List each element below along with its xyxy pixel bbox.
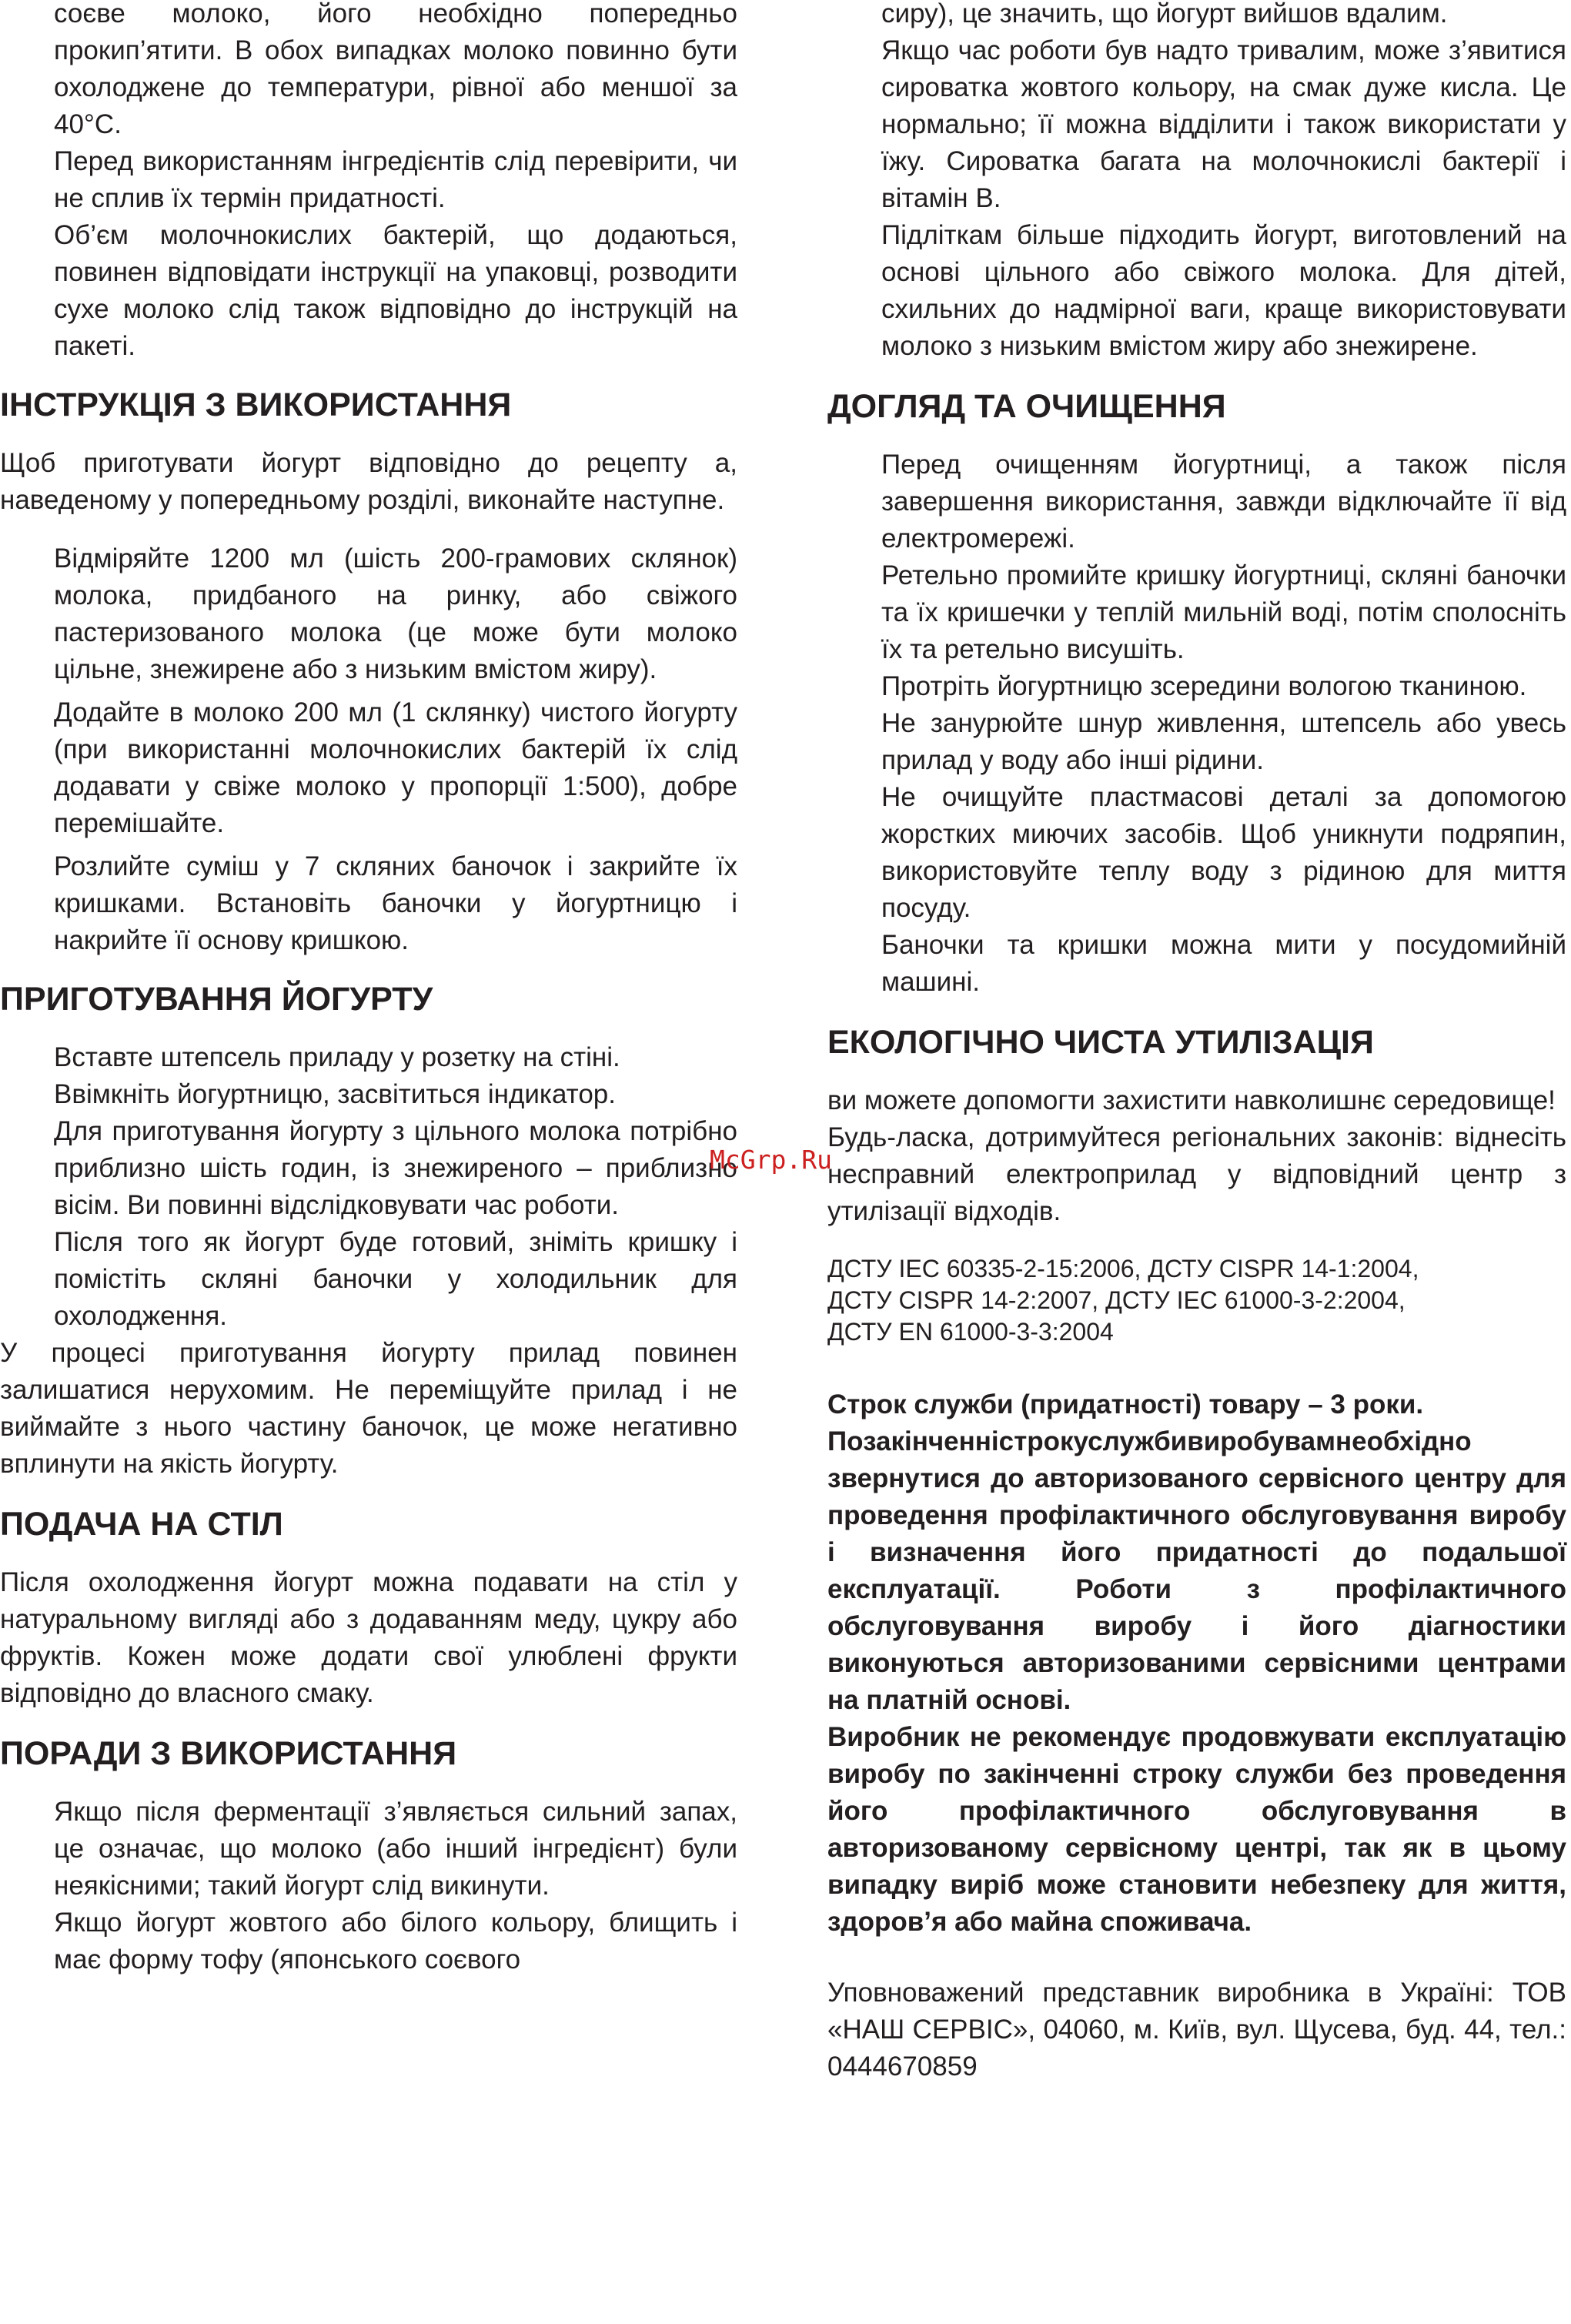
- preparation-step: Ввімкніть йогуртницю, засвітиться індикатор.: [54, 1079, 616, 1109]
- preparation-step: Вставте штепсель приладу у розетку на стіні.: [54, 1042, 620, 1072]
- care-items: [827, 446, 1566, 1001]
- right-column: [827, 0, 1566, 2085]
- eco-section: [827, 1082, 1566, 1230]
- standard-line: ДСТУ IEC 60335-2-15:2006, ДСТУ CISPR 14-1:2004,: [827, 1255, 1419, 1282]
- intro-paragraph: соєве молоко, його необхідно попередньо прокип’ятити. В обох випадках молоко повинно бути охолоджене до температури, рівної або меншої за 40°С.: [54, 0, 737, 139]
- eco-heading: ЕКОЛОГІЧНО ЧИСТА УТИЛІЗАЦІЯ: [827, 1024, 1374, 1061]
- care-item: Ретельно промийте кришку йогуртниці, скляні баночки та їх кришечки у теплій мильній воді, потім сполосніть їх та ретельно висушіть.: [881, 560, 1566, 664]
- instruction-step: Додайте в молоко 200 мл (1 склянку) чистого йогурту (при використанні молочнокислих бактерій їх слід додавати у свіже молоко у пропорції 1:500), добре перемішайте.: [54, 697, 737, 838]
- intro-paragraph: Перед використанням інгредієнтів слід перевірити, чи не сплив їх термін придатності.: [54, 146, 737, 213]
- instruction-step: Відміряйте 1200 мл (шість 200-грамових склянок) молока, придбаного на ринку, або свіжого пастеризованого молока (це може бути молоко цільне, знежирене або з низьким вмістом жиру).: [54, 543, 737, 684]
- care-item: Не занурюйте шнур живлення, штепсель або увесь прилад у воду або інші рідини.: [881, 708, 1566, 775]
- watermark: McGrp.Ru: [710, 1145, 832, 1175]
- care-item: Протріть йогуртницю зсередини вологою тканиною.: [881, 671, 1527, 701]
- left-column: [0, 0, 737, 1978]
- standards-list: [827, 1253, 1566, 1348]
- care-heading: ДОГЛЯД ТА ОЧИЩЕННЯ: [827, 388, 1226, 425]
- tip-item: сиру), це значить, що йогурт вийшов вдалим.: [881, 0, 1448, 28]
- tip-item: Якщо час роботи був надто тривалим, може з’явитися сироватка жовтого кольору, на смак дуже кисла. Це нормально; її можна відділити і також використати у їжу. Сироватка багата на молочнокислі бактерії і вітамін В.: [881, 35, 1566, 213]
- preparation-step: Після того як йогурт буде готовий, зніміть кришку і помістіть скляні баночки у холодильник для охолодження.: [54, 1227, 737, 1331]
- preparation-note: У процесі приготування йогурту прилад повинен залишатися нерухомим. Не переміщуйте прилад і не виймайте з нього частину баночок, це може негативно вплинути на якість йогурту.: [0, 1338, 737, 1479]
- intro-section: [0, 0, 737, 365]
- instructions-steps: [0, 540, 737, 959]
- service-life: Строк служби (придатності) товару – 3 роки.: [827, 1389, 1424, 1419]
- intro-paragraph: Об’єм молочнокислих бактерій, що додаються, повинен відповідати інструкції на упаковці, розводити сухе молоко слід також відповідно до інструкцій на пакеті.: [54, 220, 737, 361]
- instructions-heading: ІНСТРУКЦІЯ З ВИКОРИСТАННЯ: [0, 386, 512, 423]
- eco-paragraph: ви можете допомогти захистити навколишнє середовище!: [827, 1085, 1556, 1115]
- preparation-heading: ПРИГОТУВАННЯ ЙОГУРТУ: [0, 981, 433, 1018]
- instruction-step: Розлийте суміш у 7 скляних баночок і закрийте їх кришками. Встановіть баночки у йогуртницю і накрийте її основу кришкою.: [54, 851, 737, 955]
- tip-item: Якщо йогурт жовтого або білого кольору, блищить і має форму тофу (японського соєвого: [54, 1908, 737, 1975]
- care-item: Баночки та кришки можна мити у посудомийній машині.: [881, 930, 1566, 997]
- tips-continued: [827, 0, 1566, 365]
- service-section: [827, 1386, 1566, 1941]
- representative-info: Уповноважений представник виробника в Україні: ТОВ «НАШ СЕРВІС», 04060, м. Київ, вул. Щусева, буд. 44, тел.: 0444670859: [827, 1978, 1566, 2082]
- instructions-lead: Щоб приготувати йогурт відповідно до рецепту а, наведеному у попередньому розділі, виконайте наступне.: [0, 448, 737, 515]
- preparation-step: Для приготування йогурту з цільного молока потрібно приблизно шість годин, із знежиреного – приблизно вісім. Ви повинні відслідковувати час роботи.: [54, 1116, 737, 1220]
- serving-heading: ПОДАЧА НА СТІЛ: [0, 1506, 283, 1543]
- tips-items: [0, 1794, 737, 1978]
- preparation-steps: [0, 1039, 737, 1335]
- care-item: Перед очищенням йогуртниці, а також після завершення використання, завжди відключайте її від електромережі.: [881, 450, 1566, 553]
- standard-line: ДСТУ EN 61000-3-3:2004: [827, 1318, 1114, 1346]
- care-item: Не очищуйте пластмасові деталі за допомогою жорстких миючих засобів. Щоб уникнути подряпин, використовуйте теплу воду з рідиною для миття посуду.: [881, 782, 1566, 923]
- tips-heading: ПОРАДИ З ВИКОРИСТАННЯ: [0, 1735, 457, 1772]
- eco-paragraph: Будь-ласка, дотримуйтеся регіональних законів: віднесіть несправний електроприлад у відповідний центр з утилізації відходів.: [827, 1122, 1566, 1226]
- service-paragraph: Позакінченністрокуслужбивиробувамнеобхідно звернутися до авторизованого сервісного центру для проведення профілактичного обслуговування виробу і визначення його придатності до подальшої експлуатації. Роботи з профілактичного обслуговування виробу і його діагностики виконуються авторизованими сервісними центрами на платній основі.: [827, 1426, 1566, 1715]
- tip-item: Підліткам більше підходить йогурт, виготовлений на основі цільного або свіжого молока. Для дітей, схильних до надмірної ваги, краще використовувати молоко з низьким вмістом жиру або знежирене.: [881, 220, 1566, 361]
- tip-item: Якщо після ферментації з’являється сильний запах, це означає, що молоко (або інший інгредієнт) були неякісними; такий йогурт слід викинути.: [54, 1797, 737, 1901]
- standard-line: ДСТУ CISPR 14-2:2007, ДСТУ IEC 61000-3-2:2004,: [827, 1286, 1406, 1314]
- serving-text: Після охолодження йогурт можна подавати на стіл у натуральному вигляді або з додаванням меду, цукру або фруктів. Кожен може додати свої улюблені фрукти відповідно до власного смаку.: [0, 1567, 737, 1708]
- service-paragraph: Виробник не рекомендує продовжувати експлуатацію виробу по закінченні строку служби без проведення його профілактичного обслуговування в авторизованому сервісному центрі, так як в цьому випадку виріб може становити небезпеку для життя, здоров’я або майна споживача.: [827, 1722, 1566, 1937]
